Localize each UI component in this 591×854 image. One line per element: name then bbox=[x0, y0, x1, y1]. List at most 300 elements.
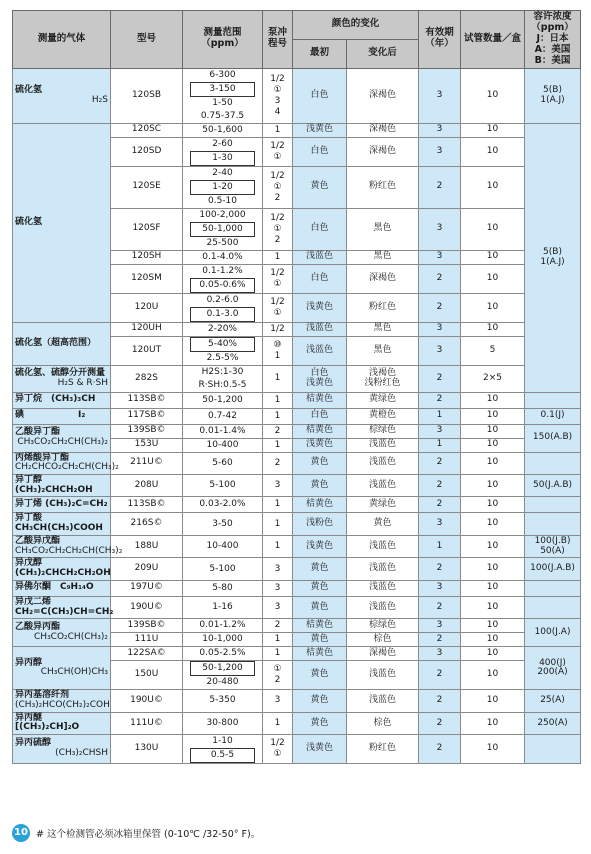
color-before-cell: 桔黄色 bbox=[293, 497, 347, 513]
quantity-cell: 10 bbox=[461, 322, 525, 336]
pump-stroke: 2 bbox=[274, 457, 281, 468]
color-after-cell: 黑色 bbox=[347, 208, 419, 250]
footnote bbox=[12, 824, 260, 842]
gas-name: 异戊二烯 CH₂=C(CH₃)CH=CH₂ bbox=[15, 596, 114, 617]
quantity-cell: 10 bbox=[461, 250, 525, 264]
model-cell: 190U© bbox=[111, 596, 183, 618]
range-cell bbox=[183, 293, 263, 322]
tlv-value: 100(J.B) bbox=[534, 535, 571, 546]
model-cell: 120SF bbox=[111, 208, 183, 250]
range-value: 0.7-42 bbox=[207, 410, 237, 421]
range-cell bbox=[183, 535, 263, 557]
tlv-value: 1(A.J) bbox=[540, 94, 565, 105]
shelf-life-cell: 3 bbox=[419, 336, 461, 365]
gas-name-cell bbox=[13, 647, 111, 690]
shelf-life-cell: 3 bbox=[419, 580, 461, 596]
shelf-life-cell: 2 bbox=[419, 661, 461, 690]
pump-stroke: 1 bbox=[274, 648, 281, 659]
color-after-cell: 黄绿色 bbox=[347, 392, 419, 408]
table-row bbox=[13, 452, 581, 474]
pump-stroke: 4 bbox=[274, 106, 281, 117]
pump-stroke: 1 bbox=[274, 717, 281, 728]
pump-cell bbox=[263, 535, 293, 557]
pump-stroke: 1 bbox=[274, 373, 281, 384]
pump-stroke: 1/2 bbox=[270, 296, 285, 307]
pump-stroke: ① bbox=[273, 181, 282, 192]
gas-name: 碘 I₂ bbox=[15, 410, 86, 421]
shelf-life-cell: 2 bbox=[419, 452, 461, 474]
shelf-life-cell: 3 bbox=[419, 322, 461, 336]
header-color: 颜色的变化 bbox=[293, 11, 419, 40]
table-row bbox=[13, 68, 581, 123]
color-after-cell: 浅蓝色 bbox=[347, 558, 419, 580]
pump-cell bbox=[263, 408, 293, 424]
range-value: 0.1-4.0% bbox=[202, 251, 243, 262]
range-cell bbox=[183, 208, 263, 250]
header-gas: 测量的气体 bbox=[13, 11, 111, 69]
color-before-cell: 浅粉色 bbox=[293, 513, 347, 535]
color-after-cell: 黑色 bbox=[347, 250, 419, 264]
model-cell: 150U bbox=[111, 661, 183, 690]
range-value: 5-100 bbox=[209, 480, 236, 491]
model-cell: 120UH bbox=[111, 322, 183, 336]
range-value: 5-80 bbox=[212, 582, 233, 593]
gas-name-cell bbox=[13, 619, 111, 647]
range-value: 0.1-1.2% bbox=[202, 265, 243, 276]
gas-name: 异佛尔酮 C₉H₁₄O bbox=[15, 582, 94, 593]
shelf-life-cell: 2 bbox=[419, 690, 461, 712]
shelf-life-cell: 2 bbox=[419, 392, 461, 408]
header-range-label: 测量范围 bbox=[203, 27, 242, 39]
pump-stroke: ① bbox=[273, 151, 282, 162]
pump-stroke: 3 bbox=[274, 95, 281, 106]
table-row bbox=[13, 580, 581, 596]
pump-stroke: 3 bbox=[274, 563, 281, 574]
range-cell bbox=[183, 336, 263, 365]
range-cell bbox=[183, 264, 263, 293]
tlv-cell bbox=[525, 619, 581, 647]
gas-name: 异丙醇 bbox=[15, 657, 43, 668]
model-cell: 120SH bbox=[111, 250, 183, 264]
shelf-life-cell: 2 bbox=[419, 365, 461, 392]
pump-cell bbox=[263, 264, 293, 293]
color-after-cell: 浅蓝色 bbox=[347, 535, 419, 557]
gas-name-cell bbox=[13, 408, 111, 424]
pump-stroke: 1 bbox=[274, 394, 281, 405]
header-model: 型号 bbox=[111, 11, 183, 69]
model-cell: 120SM bbox=[111, 264, 183, 293]
tlv-value: 100(J.A.B) bbox=[530, 563, 575, 574]
table-row bbox=[13, 619, 581, 633]
color-before-cell: 黄色 bbox=[293, 690, 347, 712]
range-value: 50-1,200 bbox=[190, 661, 255, 676]
model-cell: 139SB© bbox=[111, 619, 183, 633]
table-row bbox=[13, 322, 581, 336]
table-body bbox=[13, 68, 581, 764]
tlv-cell bbox=[525, 690, 581, 712]
shelf-life-cell: 3 bbox=[419, 619, 461, 633]
gas-name: 异丙基溶纤剂 bbox=[15, 690, 70, 701]
shelf-life-cell: 2 bbox=[419, 735, 461, 764]
color-before-cell: 浅黄色 bbox=[293, 123, 347, 137]
tlv-value: 400(J) bbox=[539, 657, 566, 668]
pump-stroke: 3 bbox=[274, 602, 281, 613]
range-value: 3-150 bbox=[190, 82, 255, 97]
pump-stroke: ① bbox=[273, 664, 282, 675]
color-before-cell: 黄色 bbox=[293, 558, 347, 580]
range-cell bbox=[183, 690, 263, 712]
table-row bbox=[13, 596, 581, 618]
shelf-life-cell: 3 bbox=[419, 513, 461, 535]
range-cell bbox=[183, 661, 263, 690]
pump-stroke: ① bbox=[273, 223, 282, 234]
storage-note: # 这个检测管必须冰箱里保管 (0-10℃ /32-50° F)。 bbox=[36, 829, 261, 840]
range-value: 0.5-10 bbox=[207, 195, 237, 206]
range-value: 50-1,600 bbox=[202, 124, 243, 135]
color-before-cell: 浅蓝色 bbox=[293, 336, 347, 365]
range-value: 6-300 bbox=[209, 69, 236, 80]
pump-stroke: 1/2 bbox=[270, 267, 285, 278]
color-before-cell: 桔黄色 bbox=[293, 647, 347, 661]
gas-formula: H₂S & R·SH bbox=[57, 377, 108, 388]
header-tlv-unit: （ppm） bbox=[531, 21, 574, 33]
range-value: 1-30 bbox=[190, 151, 255, 166]
quantity-cell: 10 bbox=[461, 264, 525, 293]
pump-cell bbox=[263, 123, 293, 137]
gas-name: 异丙硫醇 bbox=[15, 738, 52, 749]
range-value: 5-350 bbox=[209, 695, 236, 706]
gas-formula: CH₃CO₂CH₂CH₂CH(CH₃)₂ bbox=[15, 545, 123, 556]
color-before-cell: 黄色 bbox=[293, 661, 347, 690]
table-row bbox=[13, 123, 581, 137]
tlv-cell bbox=[525, 452, 581, 474]
quantity-cell: 10 bbox=[461, 633, 525, 647]
gas-name-cell bbox=[13, 475, 111, 497]
color-before-cell: 黄色 bbox=[293, 580, 347, 596]
color-before-h2s: 白色 bbox=[310, 367, 329, 378]
color-before-cell: 桔黄色 bbox=[293, 424, 347, 438]
tlv-value: 5(B) bbox=[543, 246, 562, 257]
gas-name: 硫化氢、硫醇分开测量 bbox=[15, 367, 106, 378]
table-row bbox=[13, 558, 581, 580]
shelf-life-cell: 3 bbox=[419, 137, 461, 166]
pump-cell bbox=[263, 735, 293, 764]
gas-name: 硫化氢 bbox=[15, 216, 43, 227]
range-value: 1-20 bbox=[190, 180, 255, 195]
pump-stroke: 1 bbox=[274, 251, 281, 262]
quantity-cell: 5 bbox=[461, 336, 525, 365]
pump-stroke: 1/2 bbox=[270, 738, 285, 749]
range-value: 50-1,000 bbox=[190, 222, 255, 237]
color-after-cell: 深褐色 bbox=[347, 264, 419, 293]
shelf-life-cell: 1 bbox=[419, 535, 461, 557]
tlv-cell bbox=[525, 712, 581, 734]
pump-cell bbox=[263, 661, 293, 690]
quantity-cell: 10 bbox=[461, 137, 525, 166]
color-after-cell: 浅蓝色 bbox=[347, 661, 419, 690]
model-cell: 211U© bbox=[111, 452, 183, 474]
color-before-rsh: 浅黄色 bbox=[305, 377, 333, 388]
quantity-cell: 10 bbox=[461, 293, 525, 322]
range-cell bbox=[183, 424, 263, 438]
pump-stroke: 3 bbox=[274, 695, 281, 706]
color-after-cell: 粉红色 bbox=[347, 735, 419, 764]
model-cell: 209U bbox=[111, 558, 183, 580]
gas-name-cell bbox=[13, 452, 119, 474]
pump-cell bbox=[263, 647, 293, 661]
color-after-cell: 浅蓝色 bbox=[347, 438, 419, 452]
pump-stroke: 2 bbox=[274, 425, 281, 436]
range-value: 0.1-3.0 bbox=[190, 307, 255, 322]
shelf-life-cell: 2 bbox=[419, 475, 461, 497]
gas-name-cell bbox=[13, 322, 111, 365]
range-value: 1-50 bbox=[212, 97, 233, 108]
shelf-life-cell: 2 bbox=[419, 166, 461, 208]
pump-stroke: 1 bbox=[274, 541, 281, 552]
color-before-cell: 白色 bbox=[293, 137, 347, 166]
pump-cell bbox=[263, 619, 293, 633]
tlv-value: 250(A) bbox=[537, 717, 568, 728]
range-value: 0.75-37.5 bbox=[200, 110, 245, 121]
pump-stroke: 1 bbox=[274, 634, 281, 645]
pump-stroke: ① bbox=[273, 84, 282, 95]
tlv-value: 50(J.A.B) bbox=[533, 479, 573, 490]
color-before-cell: 浅蓝色 bbox=[293, 250, 347, 264]
table-row bbox=[13, 535, 581, 557]
quantity-cell: 10 bbox=[461, 68, 525, 123]
pump-stroke: ① bbox=[273, 749, 282, 760]
tlv-cell bbox=[525, 123, 581, 392]
gas-name: 异丁烯 (CH₃)₂C=CH₂ bbox=[15, 499, 108, 510]
color-after-cell bbox=[347, 365, 419, 392]
pump-stroke: 1 bbox=[274, 518, 281, 529]
range-value: 30-800 bbox=[206, 717, 239, 728]
tlv-cell bbox=[525, 475, 581, 497]
quantity-cell: 10 bbox=[461, 712, 525, 734]
model-cell: 282S bbox=[111, 365, 183, 392]
color-after-cell: 浅蓝色 bbox=[347, 475, 419, 497]
range-cell bbox=[183, 558, 263, 580]
gas-name: 异丙醚 [(CH₃)₂CH]₂O bbox=[15, 712, 80, 733]
header-range-unit: （ppm） bbox=[201, 38, 244, 50]
shelf-life-cell: 3 bbox=[419, 123, 461, 137]
gas-name-cell bbox=[13, 424, 111, 452]
range-value: 0.01-1.2% bbox=[199, 620, 246, 631]
tlv-value: 200(A) bbox=[537, 667, 568, 678]
pump-stroke: 1/2 bbox=[270, 323, 285, 334]
gas-name-cell bbox=[13, 365, 111, 392]
pump-cell bbox=[263, 452, 293, 474]
table-row bbox=[13, 408, 581, 424]
table-row bbox=[13, 513, 581, 535]
gas-formula: CH₂CHCO₂CH₂CH(CH₃)₂ bbox=[15, 462, 119, 473]
color-after-cell: 黑色 bbox=[347, 336, 419, 365]
color-before-cell: 黄色 bbox=[293, 452, 347, 474]
color-before-cell: 黄色 bbox=[293, 475, 347, 497]
color-after-cell: 棕色 bbox=[347, 633, 419, 647]
range-cell bbox=[183, 452, 263, 474]
pump-stroke: ① bbox=[273, 307, 282, 318]
model-cell: 120SB bbox=[111, 68, 183, 123]
pump-stroke: 2 bbox=[274, 234, 281, 245]
color-before-cell: 桔黄色 bbox=[293, 619, 347, 633]
color-before-cell bbox=[293, 365, 347, 392]
model-cell: 113SB© bbox=[111, 392, 183, 408]
pump-stroke: 1/2 bbox=[270, 212, 285, 223]
shelf-life-cell: 2 bbox=[419, 633, 461, 647]
range-value: 5-40% bbox=[190, 337, 255, 352]
shelf-life-cell: 3 bbox=[419, 424, 461, 438]
quantity-cell: 10 bbox=[461, 475, 525, 497]
range-cell bbox=[183, 250, 263, 264]
color-after-cell: 深褐色 bbox=[347, 68, 419, 123]
tlv-value: 150(A.B) bbox=[532, 432, 573, 443]
pump-cell bbox=[263, 596, 293, 618]
pump-cell bbox=[263, 438, 293, 452]
model-cell: 120U bbox=[111, 293, 183, 322]
pump-cell bbox=[263, 497, 293, 513]
color-after-cell: 浅蓝色 bbox=[347, 690, 419, 712]
model-cell: 120SE bbox=[111, 166, 183, 208]
range-value: 100-2,000 bbox=[199, 209, 246, 220]
range-value: 2-40 bbox=[212, 167, 233, 178]
tlv-cell bbox=[525, 558, 581, 580]
range-value: 0.05-2.5% bbox=[199, 648, 246, 659]
range-value: 5-100 bbox=[209, 563, 236, 574]
range-value: 5-60 bbox=[212, 457, 233, 468]
header-shelf: 有效期（年） bbox=[419, 11, 461, 69]
tlv-cell bbox=[525, 513, 581, 535]
shelf-life-cell: 1 bbox=[419, 438, 461, 452]
quantity-cell: 10 bbox=[461, 735, 525, 764]
model-cell: 208U bbox=[111, 475, 183, 497]
gas-name-cell bbox=[13, 558, 111, 580]
gas-name-cell bbox=[13, 735, 111, 764]
pump-cell bbox=[263, 690, 293, 712]
shelf-life-cell: 2 bbox=[419, 264, 461, 293]
color-after-cell: 棕绿色 bbox=[347, 424, 419, 438]
range-value: 2.5-5% bbox=[206, 352, 239, 363]
gas-name-cell bbox=[13, 596, 114, 618]
table-row bbox=[13, 497, 581, 513]
color-before-cell: 黄色 bbox=[293, 633, 347, 647]
shelf-life-cell: 3 bbox=[419, 68, 461, 123]
header-range bbox=[183, 11, 263, 69]
model-cell: 122SA© bbox=[111, 647, 183, 661]
quantity-cell: 10 bbox=[461, 619, 525, 633]
pump-cell bbox=[263, 475, 293, 497]
header-color-after: 变化后 bbox=[347, 39, 419, 68]
color-after-cell: 黄色 bbox=[347, 513, 419, 535]
range-cell bbox=[183, 497, 263, 513]
color-before-cell: 白色 bbox=[293, 208, 347, 250]
color-after-cell: 棕色 bbox=[347, 712, 419, 734]
gas-name: 异丁酸 CH₃CH(CH₃)COOH bbox=[15, 513, 103, 534]
gas-name-cell bbox=[13, 690, 111, 712]
header-color-before: 最初 bbox=[293, 39, 347, 68]
gas-formula: CH₃CO₂CH₂CH(CH₃)₂ bbox=[17, 437, 108, 448]
model-cell: 113SB© bbox=[111, 497, 183, 513]
gas-tube-table bbox=[12, 10, 581, 764]
color-after-cell: 黄橙色 bbox=[347, 408, 419, 424]
range-cell bbox=[183, 513, 263, 535]
model-cell: 130U bbox=[111, 735, 183, 764]
tlv-cell bbox=[525, 735, 581, 764]
color-before-cell: 浅蓝色 bbox=[293, 322, 347, 336]
table-header bbox=[13, 11, 581, 69]
range-cell bbox=[183, 596, 263, 618]
gas-name-cell bbox=[13, 497, 111, 513]
gas-formula: H₂S bbox=[91, 94, 108, 105]
tlv-value: 25(A) bbox=[540, 695, 565, 706]
gas-formula: (CH₃)₂CHSH bbox=[55, 748, 108, 759]
range-value: R·SH:0.5-5 bbox=[198, 379, 247, 390]
color-before-cell: 浅黄色 bbox=[293, 293, 347, 322]
range-value: 0.5-5 bbox=[190, 748, 255, 763]
model-cell: 216S© bbox=[111, 513, 183, 535]
color-before-cell: 黄色 bbox=[293, 596, 347, 618]
quantity-cell: 10 bbox=[461, 661, 525, 690]
gas-name-cell bbox=[13, 123, 111, 322]
pump-cell bbox=[263, 250, 293, 264]
pump-stroke: 2 bbox=[274, 675, 281, 686]
gas-name: 异丁烷 (CH₃)₃CH bbox=[15, 394, 96, 405]
range-value: 1-10 bbox=[212, 736, 233, 747]
model-cell: 188U bbox=[111, 535, 183, 557]
gas-formula: CH₃CH(OH)CH₃ bbox=[40, 667, 108, 678]
tlv-cell bbox=[525, 596, 581, 618]
color-after-cell: 深褐色 bbox=[347, 647, 419, 661]
quantity-cell: 10 bbox=[461, 166, 525, 208]
range-cell bbox=[183, 619, 263, 633]
color-before-cell: 浅黄色 bbox=[293, 535, 347, 557]
quantity-cell: 2×5 bbox=[461, 365, 525, 392]
shelf-life-cell: 1 bbox=[419, 408, 461, 424]
model-cell: 190U© bbox=[111, 690, 183, 712]
color-after-cell: 黄绿色 bbox=[347, 497, 419, 513]
table-row bbox=[13, 424, 581, 438]
range-cell bbox=[183, 166, 263, 208]
quantity-cell: 10 bbox=[461, 535, 525, 557]
color-after-cell: 粉红色 bbox=[347, 293, 419, 322]
pump-stroke: 2 bbox=[274, 620, 281, 631]
pump-stroke: 1/2 bbox=[270, 140, 285, 151]
gas-name: 丙烯酸异丁酯 bbox=[15, 452, 70, 463]
range-cell bbox=[183, 137, 263, 166]
gas-name: 硫化氢（超高范围） bbox=[15, 337, 97, 348]
gas-name: 硫化氢 bbox=[15, 84, 43, 95]
shelf-life-cell: 2 bbox=[419, 596, 461, 618]
pump-stroke: 1 bbox=[274, 350, 281, 361]
gas-name: 乙酸异戊酯 bbox=[15, 535, 61, 546]
gas-name-cell bbox=[13, 712, 111, 734]
pump-cell bbox=[263, 392, 293, 408]
page-number-badge: 10 bbox=[12, 824, 30, 842]
quantity-cell: 10 bbox=[461, 558, 525, 580]
header-qty: 试管数量／盒 bbox=[461, 11, 525, 69]
color-after-cell: 浅蓝色 bbox=[347, 596, 419, 618]
tlv-cell bbox=[525, 497, 581, 513]
tlv-cell bbox=[525, 424, 581, 452]
pump-cell bbox=[263, 208, 293, 250]
model-cell: 111U bbox=[111, 633, 183, 647]
model-cell: 111U© bbox=[111, 712, 183, 734]
shelf-life-cell: 3 bbox=[419, 647, 461, 661]
gas-name: 乙酸异丁酯 bbox=[15, 427, 61, 438]
range-value: 50-1,200 bbox=[202, 394, 243, 405]
quantity-cell: 10 bbox=[461, 452, 525, 474]
range-value: 2-20% bbox=[208, 323, 237, 334]
